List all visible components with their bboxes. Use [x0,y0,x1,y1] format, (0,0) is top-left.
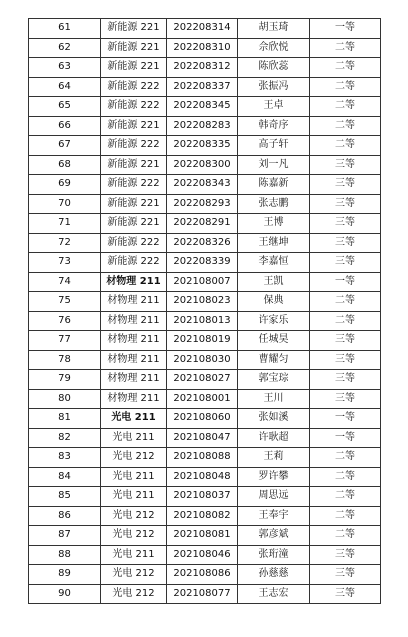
class-cell: 新能源 222 [101,97,167,117]
award-level-cell: 一等 [310,19,381,39]
student-id-cell: 202108060 [167,409,238,429]
table-row [29,97,381,117]
student-id-cell: 202208337 [167,77,238,97]
student-id-cell: 202108081 [167,526,238,546]
award-level-cell: 二等 [310,58,381,78]
student-id-cell: 202108037 [167,487,238,507]
table-row [29,370,381,390]
table-row [29,155,381,175]
row-number-cell: 88 [29,545,101,565]
table-row [29,526,381,546]
student-name-cell: 王莉 [238,448,310,468]
row-number-cell: 67 [29,136,101,156]
award-level-cell: 三等 [310,350,381,370]
table-row [29,487,381,507]
class-cell: 新能源 221 [101,38,167,58]
row-number-cell: 77 [29,331,101,351]
student-id-cell: 202208283 [167,116,238,136]
table-row [29,311,381,331]
student-name-cell: 许耿超 [238,428,310,448]
student-name-cell: 胡玉琦 [238,19,310,39]
award-level-cell: 三等 [310,565,381,585]
student-id-cell: 202208312 [167,58,238,78]
class-cell: 材物理 211 [101,389,167,409]
class-cell: 新能源 221 [101,214,167,234]
student-name-cell: 李嘉恒 [238,253,310,273]
row-number-cell: 83 [29,448,101,468]
student-name-cell: 任城昊 [238,331,310,351]
row-number-cell: 82 [29,428,101,448]
class-cell: 材物理 211 [101,292,167,312]
award-level-cell: 一等 [310,409,381,429]
class-cell: 新能源 222 [101,77,167,97]
class-cell: 材物理 211 [101,370,167,390]
class-cell: 光电 212 [101,526,167,546]
student-id-cell: 202208326 [167,233,238,253]
table-row [29,350,381,370]
student-id-cell: 202108086 [167,565,238,585]
table-row [29,565,381,585]
class-cell: 光电 212 [101,565,167,585]
award-level-cell: 一等 [310,272,381,292]
row-number-cell: 87 [29,526,101,546]
table-row [29,409,381,429]
student-name-cell: 刘一凡 [238,155,310,175]
student-id-cell: 202108047 [167,428,238,448]
table-row [29,38,381,58]
row-number-cell: 78 [29,350,101,370]
class-cell: 新能源 221 [101,155,167,175]
student-name-cell: 曹耀匀 [238,350,310,370]
award-level-cell: 二等 [310,77,381,97]
award-level-cell: 三等 [310,233,381,253]
class-cell: 材物理 211 [101,331,167,351]
award-level-cell: 三等 [310,155,381,175]
student-name-cell: 陈欣蕊 [238,58,310,78]
student-name-cell: 王川 [238,389,310,409]
student-name-cell: 许家乐 [238,311,310,331]
row-number-cell: 71 [29,214,101,234]
class-cell: 光电 211 [101,467,167,487]
class-cell: 光电 211 [101,487,167,507]
table-row [29,272,381,292]
table-row [29,584,381,604]
student-id-cell: 202108023 [167,292,238,312]
award-level-cell: 三等 [310,370,381,390]
award-level-cell: 三等 [310,584,381,604]
award-roster-table [28,18,381,604]
class-cell: 新能源 222 [101,175,167,195]
class-cell: 光电 212 [101,584,167,604]
student-name-cell: 王志宏 [238,584,310,604]
class-cell: 光电 211 [101,409,167,429]
student-name-cell: 张珩潼 [238,545,310,565]
table-row [29,448,381,468]
student-id-cell: 202108030 [167,350,238,370]
table-row [29,77,381,97]
award-level-cell: 三等 [310,545,381,565]
row-number-cell: 64 [29,77,101,97]
table-row [29,233,381,253]
row-number-cell: 61 [29,19,101,39]
student-name-cell: 陈嘉新 [238,175,310,195]
table-row [29,331,381,351]
award-level-cell: 二等 [310,97,381,117]
row-number-cell: 63 [29,58,101,78]
row-number-cell: 73 [29,253,101,273]
student-id-cell: 202208335 [167,136,238,156]
row-number-cell: 80 [29,389,101,409]
award-roster-body [29,19,381,604]
class-cell: 新能源 221 [101,116,167,136]
student-id-cell: 202108046 [167,545,238,565]
student-id-cell: 202108019 [167,331,238,351]
row-number-cell: 85 [29,487,101,507]
row-number-cell: 65 [29,97,101,117]
student-name-cell: 王博 [238,214,310,234]
class-cell: 新能源 221 [101,58,167,78]
class-cell: 光电 211 [101,428,167,448]
student-id-cell: 202208343 [167,175,238,195]
row-number-cell: 72 [29,233,101,253]
class-cell: 光电 212 [101,506,167,526]
student-name-cell: 郭宝琮 [238,370,310,390]
row-number-cell: 86 [29,506,101,526]
award-level-cell: 二等 [310,526,381,546]
class-cell: 材物理 211 [101,311,167,331]
class-cell: 新能源 222 [101,253,167,273]
student-name-cell: 孙慈慈 [238,565,310,585]
table-row [29,428,381,448]
class-cell: 新能源 222 [101,233,167,253]
student-id-cell: 202208291 [167,214,238,234]
student-id-cell: 202208300 [167,155,238,175]
row-number-cell: 76 [29,311,101,331]
class-cell: 新能源 221 [101,194,167,214]
award-level-cell: 三等 [310,253,381,273]
table-row [29,194,381,214]
award-level-cell: 一等 [310,428,381,448]
class-cell: 新能源 221 [101,19,167,39]
row-number-cell: 69 [29,175,101,195]
award-level-cell: 二等 [310,506,381,526]
award-level-cell: 三等 [310,175,381,195]
student-id-cell: 202208314 [167,19,238,39]
row-number-cell: 79 [29,370,101,390]
student-id-cell: 202208339 [167,253,238,273]
award-level-cell: 二等 [310,38,381,58]
student-id-cell: 202108007 [167,272,238,292]
student-name-cell: 罗许攀 [238,467,310,487]
student-name-cell: 郭彦斌 [238,526,310,546]
student-id-cell: 202108082 [167,506,238,526]
row-number-cell: 70 [29,194,101,214]
student-name-cell: 王奉宇 [238,506,310,526]
class-cell: 新能源 222 [101,136,167,156]
table-row [29,467,381,487]
row-number-cell: 90 [29,584,101,604]
student-name-cell: 王卓 [238,97,310,117]
award-level-cell: 二等 [310,448,381,468]
student-name-cell: 张振冯 [238,77,310,97]
row-number-cell: 89 [29,565,101,585]
table-row [29,58,381,78]
row-number-cell: 66 [29,116,101,136]
student-id-cell: 202208310 [167,38,238,58]
award-level-cell: 三等 [310,331,381,351]
student-id-cell: 202108048 [167,467,238,487]
row-number-cell: 75 [29,292,101,312]
table-row [29,253,381,273]
student-name-cell: 王凯 [238,272,310,292]
table-row [29,136,381,156]
table-row [29,19,381,39]
student-name-cell: 王继坤 [238,233,310,253]
student-name-cell: 保典 [238,292,310,312]
class-cell: 光电 211 [101,545,167,565]
award-level-cell: 二等 [310,116,381,136]
award-level-cell: 三等 [310,214,381,234]
row-number-cell: 81 [29,409,101,429]
student-name-cell: 高子轩 [238,136,310,156]
student-id-cell: 202208293 [167,194,238,214]
table-row [29,116,381,136]
student-name-cell: 韩奇序 [238,116,310,136]
student-id-cell: 202108001 [167,389,238,409]
award-level-cell: 三等 [310,389,381,409]
row-number-cell: 84 [29,467,101,487]
student-id-cell: 202208345 [167,97,238,117]
student-id-cell: 202108013 [167,311,238,331]
award-level-cell: 三等 [310,194,381,214]
student-name-cell: 周思远 [238,487,310,507]
student-name-cell: 张如溪 [238,409,310,429]
student-id-cell: 202108088 [167,448,238,468]
row-number-cell: 62 [29,38,101,58]
table-row [29,545,381,565]
table-row [29,292,381,312]
class-cell: 材物理 211 [101,272,167,292]
award-level-cell: 二等 [310,311,381,331]
table-row [29,389,381,409]
award-level-cell: 二等 [310,487,381,507]
table-row [29,214,381,234]
student-id-cell: 202108027 [167,370,238,390]
row-number-cell: 74 [29,272,101,292]
class-cell: 光电 212 [101,448,167,468]
student-name-cell: 张志鹏 [238,194,310,214]
student-name-cell: 佘欣悦 [238,38,310,58]
table-row [29,506,381,526]
award-level-cell: 二等 [310,136,381,156]
award-level-cell: 二等 [310,292,381,312]
table-row [29,175,381,195]
student-id-cell: 202108077 [167,584,238,604]
row-number-cell: 68 [29,155,101,175]
award-level-cell: 二等 [310,467,381,487]
class-cell: 材物理 211 [101,350,167,370]
